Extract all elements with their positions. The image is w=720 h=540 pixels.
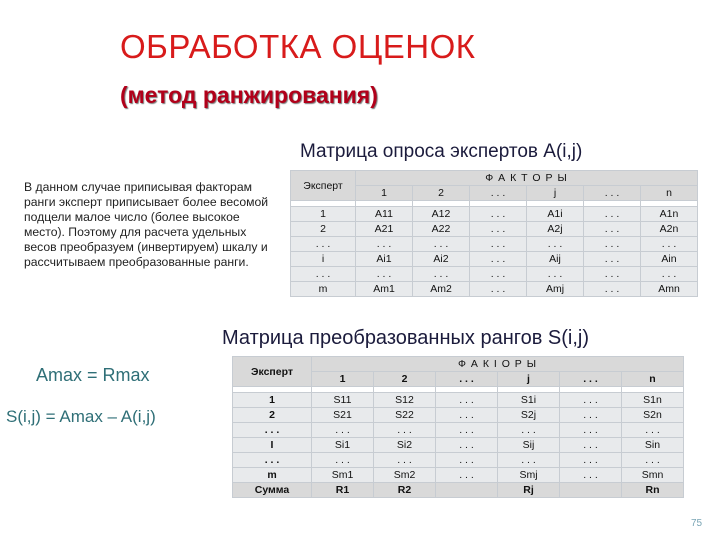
column-header: 1 [312, 372, 374, 387]
row-label-cell: . . . [291, 267, 356, 282]
expert-survey-matrix [290, 170, 698, 297]
sum-row [233, 483, 684, 498]
column-header: n [641, 186, 698, 201]
row-label-cell: 1 [233, 393, 312, 408]
data-cell: . . . [436, 423, 498, 438]
data-cell: . . . [312, 423, 374, 438]
data-cell: . . . [356, 237, 413, 252]
data-cell: Sin [622, 438, 684, 453]
column-header: n [622, 372, 684, 387]
table2-caption: Матрица преобразованных рангов S(i,j) [222, 327, 590, 349]
data-cell: . . . [560, 438, 622, 453]
data-cell: . . . [527, 267, 584, 282]
data-cell: A1i [527, 207, 584, 222]
data-cell: . . . [527, 237, 584, 252]
data-cell: Sij [498, 438, 560, 453]
row-label-cell: 1 [291, 207, 356, 222]
data-cell: Sm2 [374, 468, 436, 483]
row-label-cell: 2 [233, 408, 312, 423]
data-cell: . . . [584, 267, 641, 282]
factors-header-cell: Ф А К I О Р Ы [312, 357, 684, 372]
data-cell: . . . [470, 267, 527, 282]
sum-label-cell: Сумма [233, 483, 312, 498]
data-cell: . . . [584, 207, 641, 222]
data-cell: Amj [527, 282, 584, 297]
data-cell: A1n [641, 207, 698, 222]
table-row [233, 408, 684, 423]
data-cell: Smn [622, 468, 684, 483]
data-cell: . . . [374, 423, 436, 438]
sum-cell [436, 483, 498, 498]
data-cell: . . . [436, 393, 498, 408]
data-cell: . . . [584, 237, 641, 252]
sum-cell: R2 [374, 483, 436, 498]
column-header: 2 [413, 186, 470, 201]
row-label-cell: m [233, 468, 312, 483]
data-cell: S2j [498, 408, 560, 423]
data-cell: . . . [560, 393, 622, 408]
table-row [291, 282, 698, 297]
data-cell: Am2 [413, 282, 470, 297]
data-cell: . . . [436, 468, 498, 483]
data-cell: A22 [413, 222, 470, 237]
table-row [291, 267, 698, 282]
column-header: . . . [436, 372, 498, 387]
data-cell: Si2 [374, 438, 436, 453]
row-label-cell: i [291, 252, 356, 267]
data-cell: Amn [641, 282, 698, 297]
data-cell: . . . [641, 237, 698, 252]
data-cell: Sm1 [312, 468, 374, 483]
data-cell: S2n [622, 408, 684, 423]
data-cell: . . . [560, 408, 622, 423]
data-cell: . . . [584, 282, 641, 297]
data-cell: S22 [374, 408, 436, 423]
data-cell: . . . [470, 207, 527, 222]
column-header: . . . [584, 186, 641, 201]
data-cell: S12 [374, 393, 436, 408]
data-cell: . . . [413, 267, 470, 282]
row-label-cell: m [291, 282, 356, 297]
data-cell: . . . [498, 453, 560, 468]
description-text: В данном случае приписывая факторам ранги эксперт приписывает более весомой подцели малое число (более высокое место). Поэтому для расчета удельных весов преобразуем (инвертируем) шкалу и рассчитываем преобразованные ранги. [24, 180, 269, 269]
column-header: j [527, 186, 584, 201]
table-row [233, 393, 684, 408]
data-cell: Ai2 [413, 252, 470, 267]
data-cell: . . . [470, 282, 527, 297]
data-cell: . . . [312, 453, 374, 468]
table-row [233, 468, 684, 483]
data-cell: . . . [584, 252, 641, 267]
expert-header-cell: Эксперт [291, 171, 356, 201]
data-cell: A12 [413, 207, 470, 222]
sum-cell: Rj [498, 483, 560, 498]
transformed-ranks-matrix [232, 356, 684, 498]
sum-cell: Rn [622, 483, 684, 498]
data-cell: . . . [436, 408, 498, 423]
data-cell: . . . [498, 423, 560, 438]
header-row-top [291, 171, 698, 186]
data-cell: Ai1 [356, 252, 413, 267]
data-cell: . . . [622, 453, 684, 468]
data-cell: Am1 [356, 282, 413, 297]
table-row [233, 438, 684, 453]
data-cell: S1n [622, 393, 684, 408]
formula-sij: S(i,j) = Amax – A(i,j) [6, 407, 156, 426]
data-cell: A11 [356, 207, 413, 222]
data-cell: . . . [436, 438, 498, 453]
header-row-top [233, 357, 684, 372]
data-cell: . . . [560, 453, 622, 468]
slide-subtitle: (метод ранжирования) [120, 82, 378, 108]
column-header: . . . [560, 372, 622, 387]
column-header: 2 [374, 372, 436, 387]
table-row [233, 423, 684, 438]
data-cell: . . . [413, 237, 470, 252]
data-cell: . . . [622, 423, 684, 438]
data-cell: S1i [498, 393, 560, 408]
column-header: . . . [470, 186, 527, 201]
data-cell: A2n [641, 222, 698, 237]
row-label-cell: . . . [291, 237, 356, 252]
table1-caption: Матрица опроса экспертов A(i,j) [300, 141, 583, 162]
row-label-cell: I [233, 438, 312, 453]
data-cell: . . . [356, 267, 413, 282]
data-cell: S21 [312, 408, 374, 423]
data-cell: Smj [498, 468, 560, 483]
table-row [291, 222, 698, 237]
column-header: 1 [356, 186, 413, 201]
data-cell: Ain [641, 252, 698, 267]
page-number: 75 [691, 518, 703, 529]
data-cell: A21 [356, 222, 413, 237]
table-row [291, 252, 698, 267]
table-row [291, 207, 698, 222]
row-label-cell: . . . [233, 423, 312, 438]
data-cell: . . . [436, 453, 498, 468]
data-cell: . . . [641, 267, 698, 282]
row-label-cell: 2 [291, 222, 356, 237]
data-cell: Aij [527, 252, 584, 267]
slide-title: ОБРАБОТКА ОЦЕНОК [120, 28, 476, 65]
data-cell: S11 [312, 393, 374, 408]
row-label-cell: . . . [233, 453, 312, 468]
sum-cell: R1 [312, 483, 374, 498]
formula-amax: Amax = Rmax [36, 365, 150, 385]
data-cell: . . . [560, 423, 622, 438]
table-row [291, 237, 698, 252]
data-cell: Si1 [312, 438, 374, 453]
data-cell: . . . [470, 222, 527, 237]
data-cell: . . . [470, 237, 527, 252]
data-cell: A2j [527, 222, 584, 237]
column-header: j [498, 372, 560, 387]
data-cell: . . . [560, 468, 622, 483]
data-cell: . . . [470, 252, 527, 267]
factors-header-cell: Ф А К Т О Р Ы [356, 171, 698, 186]
table-row [233, 453, 684, 468]
expert-header-cell: Эксперт [233, 357, 312, 387]
data-cell: . . . [584, 222, 641, 237]
sum-cell [560, 483, 622, 498]
data-cell: . . . [374, 453, 436, 468]
